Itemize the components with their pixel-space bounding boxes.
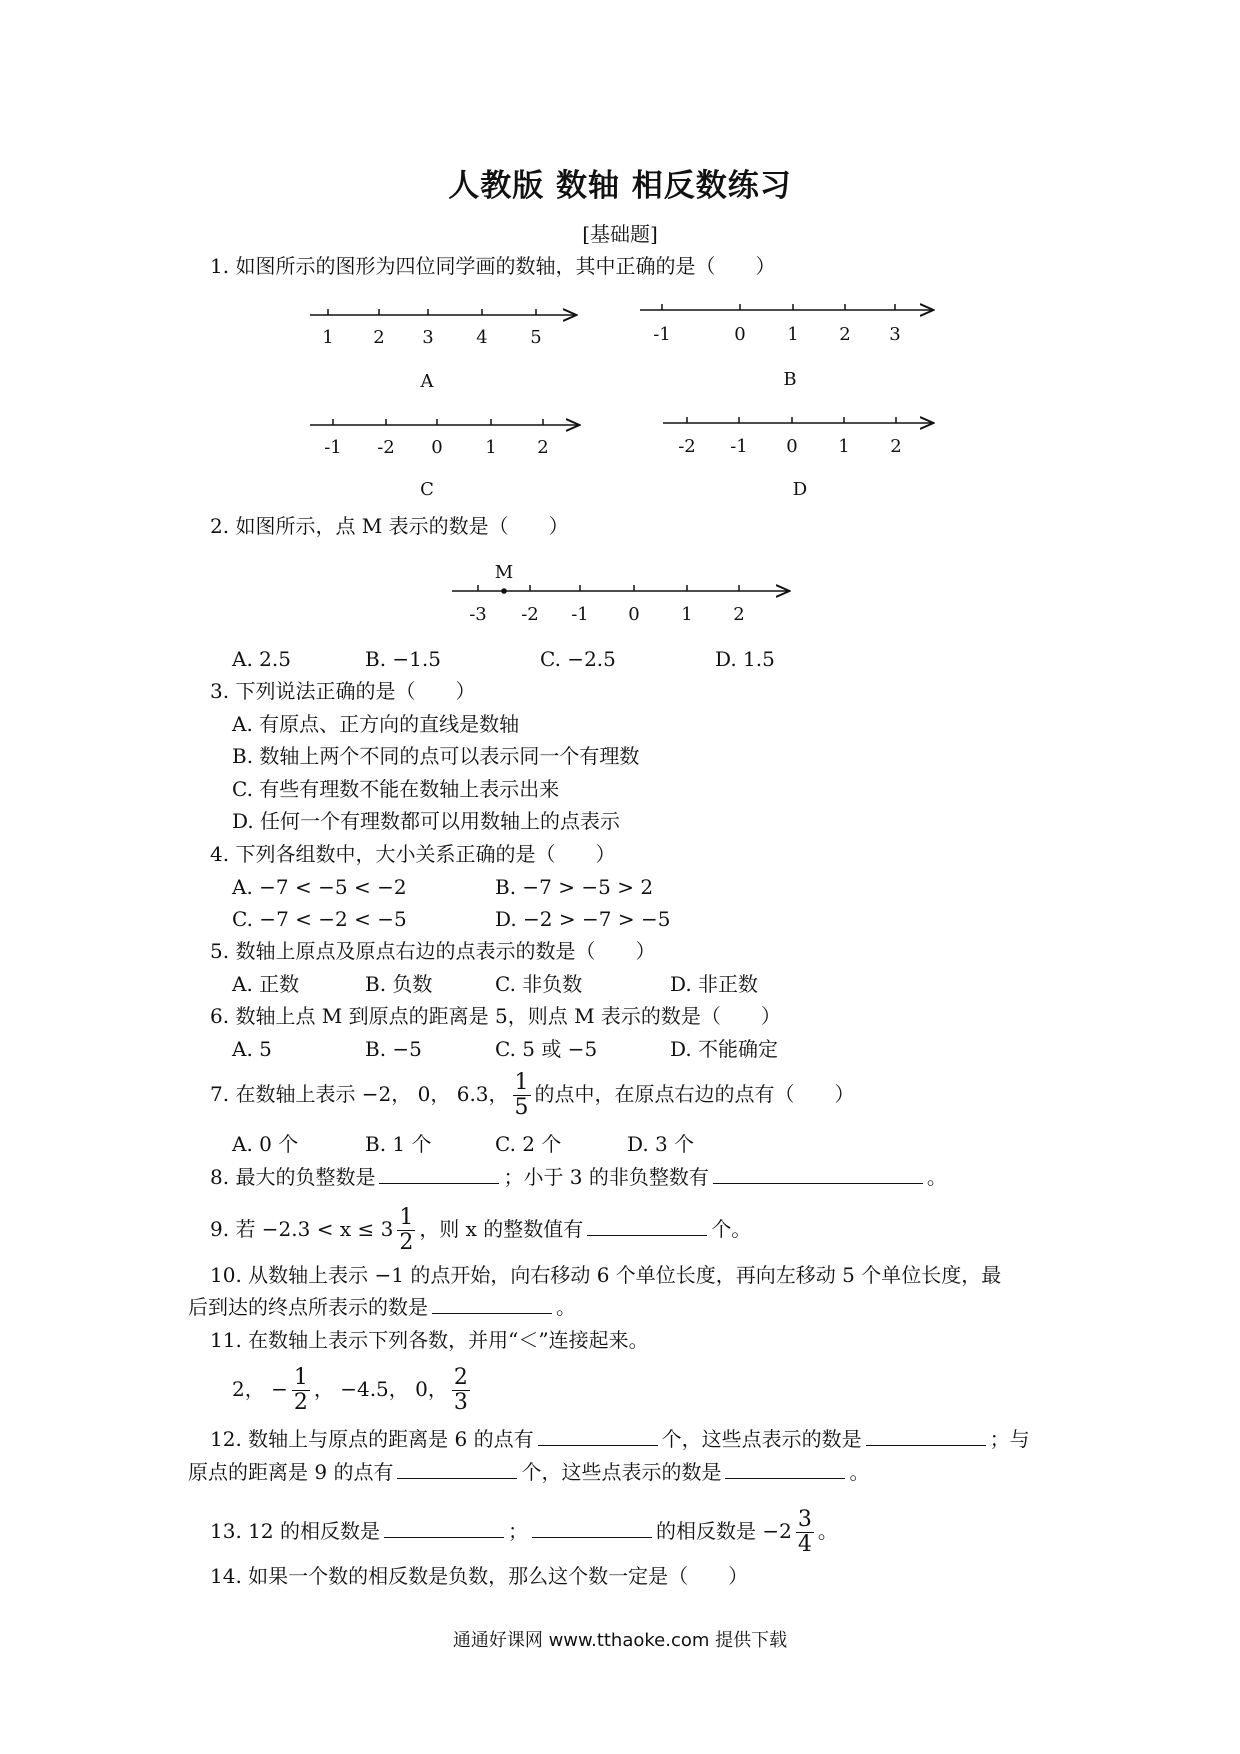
- axis-c-tick-label: 1: [485, 437, 497, 458]
- answer-blank[interactable]: [725, 1458, 845, 1479]
- axis-d-tick-label: 2: [890, 436, 902, 457]
- q3-option-b: B. 数轴上两个不同的点可以表示同一个有理数: [232, 744, 640, 768]
- axis-a-tick-label: 1: [322, 327, 334, 348]
- axis-d-tick-label: 1: [838, 436, 850, 457]
- footer-credit: 通通好课网 www.tthaoke.com 提供下载: [452, 1630, 788, 1651]
- number-line-d: [663, 417, 932, 500]
- answer-blank[interactable]: [713, 1163, 923, 1184]
- question-6: 6. 数轴上点 M 到原点的距离是 5，则点 M 表示的数是（ ）: [210, 1004, 781, 1028]
- q6-option-d: D. 不能确定: [670, 1037, 779, 1061]
- axis-a-tick-label: 2: [373, 327, 385, 348]
- question-14: 14. 如果一个数的相反数是负数，那么这个数一定是（ ）: [210, 1564, 749, 1588]
- answer-blank[interactable]: [432, 1293, 552, 1314]
- number-line-c: [310, 419, 578, 500]
- q4-option-d: D. −2 > −7 > −5: [495, 907, 671, 931]
- answer-blank[interactable]: [538, 1425, 658, 1446]
- axis-m-tick-label: 2: [733, 604, 745, 625]
- q7-option-b: B. 1 个: [365, 1132, 432, 1156]
- q11-numbers: 2， − $\frac{1}{2}$ ， −4.5， 0， $\frac{2}{3}$: [232, 1365, 468, 1415]
- axis-b-tick-label: 0: [734, 324, 746, 345]
- q4-option-b: B. −7 > −5 > 2: [495, 875, 654, 899]
- axis-a-tick-label: 5: [530, 327, 542, 348]
- q6-option-a: A. 5: [232, 1037, 272, 1061]
- axis-m-tick-label: -3: [469, 604, 487, 625]
- question-2: 2. 如图所示，点 M 表示的数是（ ）: [210, 514, 569, 538]
- question-9: 9. 若 −2.3 < x ≤ 3 $\frac{1}{2}$ ，则 x 的整数值有 个。: [210, 1205, 752, 1255]
- q7-prefix: 7. 在数轴上表示 −2， 0， 6.3，: [210, 1082, 509, 1106]
- q5-option-d: D. 非正数: [670, 972, 759, 996]
- axis-c-tick-label: -2: [377, 437, 395, 458]
- point-m-label: M: [494, 562, 514, 583]
- q3-option-a: A. 有原点、正方向的直线是数轴: [232, 712, 520, 736]
- q3-option-c: C. 有些有理数不能在数轴上表示出来: [232, 777, 560, 801]
- q6-option-b: B. −5: [365, 1037, 422, 1061]
- answer-blank[interactable]: [384, 1517, 504, 1538]
- axis-a-label: A: [420, 371, 434, 392]
- axis-c-label: C: [420, 479, 434, 500]
- answer-blank[interactable]: [866, 1425, 986, 1446]
- q6-option-c: C. 5 或 −5: [495, 1037, 598, 1061]
- axis-d-tick-label: -1: [730, 436, 748, 457]
- axis-c-tick-label: 2: [537, 437, 549, 458]
- number-line-m: [452, 562, 788, 625]
- question-3: 3. 下列说法正确的是（ ）: [210, 679, 476, 703]
- axis-m-tick-label: -1: [571, 604, 589, 625]
- q7-option-c: C. 2 个: [495, 1132, 562, 1156]
- q2-option-c: C. −2.5: [540, 647, 616, 671]
- question-5: 5. 数轴上原点及原点右边的点表示的数是（ ）: [210, 939, 656, 963]
- point-m-dot: [501, 588, 507, 594]
- question-7: [210, 1071, 855, 1120]
- question-12-line-2: 原点的距离是 9 的点有 个，这些点表示的数是 。: [188, 1460, 870, 1484]
- question-10-line-2: 后到达的终点所表示的数是 。: [188, 1295, 576, 1319]
- q3-option-d: D. 任何一个有理数都可以用数轴上的点表示: [232, 809, 621, 833]
- q7-option-d: D. 3 个: [627, 1132, 695, 1156]
- answer-blank[interactable]: [397, 1458, 517, 1479]
- axis-m-tick-label: -2: [521, 604, 539, 625]
- question-12-line-1: 12. 数轴上与原点的距离是 6 的点有 个，这些点表示的数是 ；与: [210, 1427, 1030, 1451]
- page-title: 人教版 数轴 相反数练习: [448, 168, 792, 204]
- q2-option-a: A. 2.5: [232, 647, 291, 671]
- q5-option-c: C. 非负数: [495, 972, 583, 996]
- answer-blank[interactable]: [379, 1163, 499, 1184]
- axis-d-label: D: [792, 479, 808, 500]
- fraction: $\frac{2}{3}$: [453, 1365, 468, 1415]
- axis-b-label: B: [783, 369, 797, 390]
- axis-c-tick-label: 0: [431, 437, 443, 458]
- q2-option-d: D. 1.5: [715, 647, 775, 671]
- axis-b-tick-label: -1: [653, 324, 671, 345]
- question-13: 13. 12 的相反数是 ； 的相反数是 −2 $\frac{3}{4}$ 。: [210, 1507, 838, 1557]
- q5-option-a: A. 正数: [232, 972, 300, 996]
- fraction: $\frac{1}{2}$: [293, 1365, 308, 1415]
- section-heading: [基础题]: [582, 222, 658, 246]
- question-4: 4. 下列各组数中，大小关系正确的是（ ）: [210, 842, 616, 866]
- q2-option-b: B. −1.5: [365, 647, 441, 671]
- axis-b-tick-label: 2: [839, 324, 851, 345]
- question-10-line-1: 10. 从数轴上表示 −1 的点开始，向右移动 6 个单位长度，再向左移动 5 个单位长度，最: [210, 1263, 1002, 1287]
- q5-option-b: B. 负数: [365, 972, 433, 996]
- q4-option-a: A. −7 < −5 < −2: [232, 875, 407, 899]
- axis-b-tick-label: 3: [889, 324, 901, 345]
- axis-b-tick-label: 1: [787, 324, 799, 345]
- axis-a-tick-label: 4: [476, 327, 488, 348]
- axis-d-tick-label: -2: [678, 436, 696, 457]
- axis-c-tick-label: -1: [324, 437, 342, 458]
- number-line-a: [310, 309, 575, 392]
- axis-d-tick-label: 0: [786, 436, 798, 457]
- axis-a-tick-label: 3: [422, 327, 434, 348]
- axis-m-tick-label: 1: [681, 604, 693, 625]
- number-line-b: [640, 304, 932, 390]
- axis-m-tick-label: 0: [628, 604, 640, 625]
- answer-blank[interactable]: [532, 1517, 652, 1538]
- q7-option-a: A. 0 个: [232, 1132, 299, 1156]
- question-8: 8. 最大的负整数是 ；小于 3 的非负整数有 。: [210, 1165, 947, 1189]
- answer-blank[interactable]: [587, 1215, 707, 1236]
- question-11: 11. 在数轴上表示下列各数，并用“＜”连接起来。: [210, 1328, 649, 1352]
- fraction: $\frac{3}{4}$: [797, 1507, 812, 1557]
- fraction: $\frac{1}{2}$: [399, 1205, 414, 1255]
- question-1: 1. 如图所示的图形为四位同学画的数轴，其中正确的是（ ）: [210, 254, 776, 278]
- q7-suffix: 的点中，在原点右边的点有（ ）: [534, 1082, 855, 1106]
- fraction: $\frac{1}{5}$: [514, 1070, 529, 1120]
- q4-option-c: C. −7 < −2 < −5: [232, 907, 407, 931]
